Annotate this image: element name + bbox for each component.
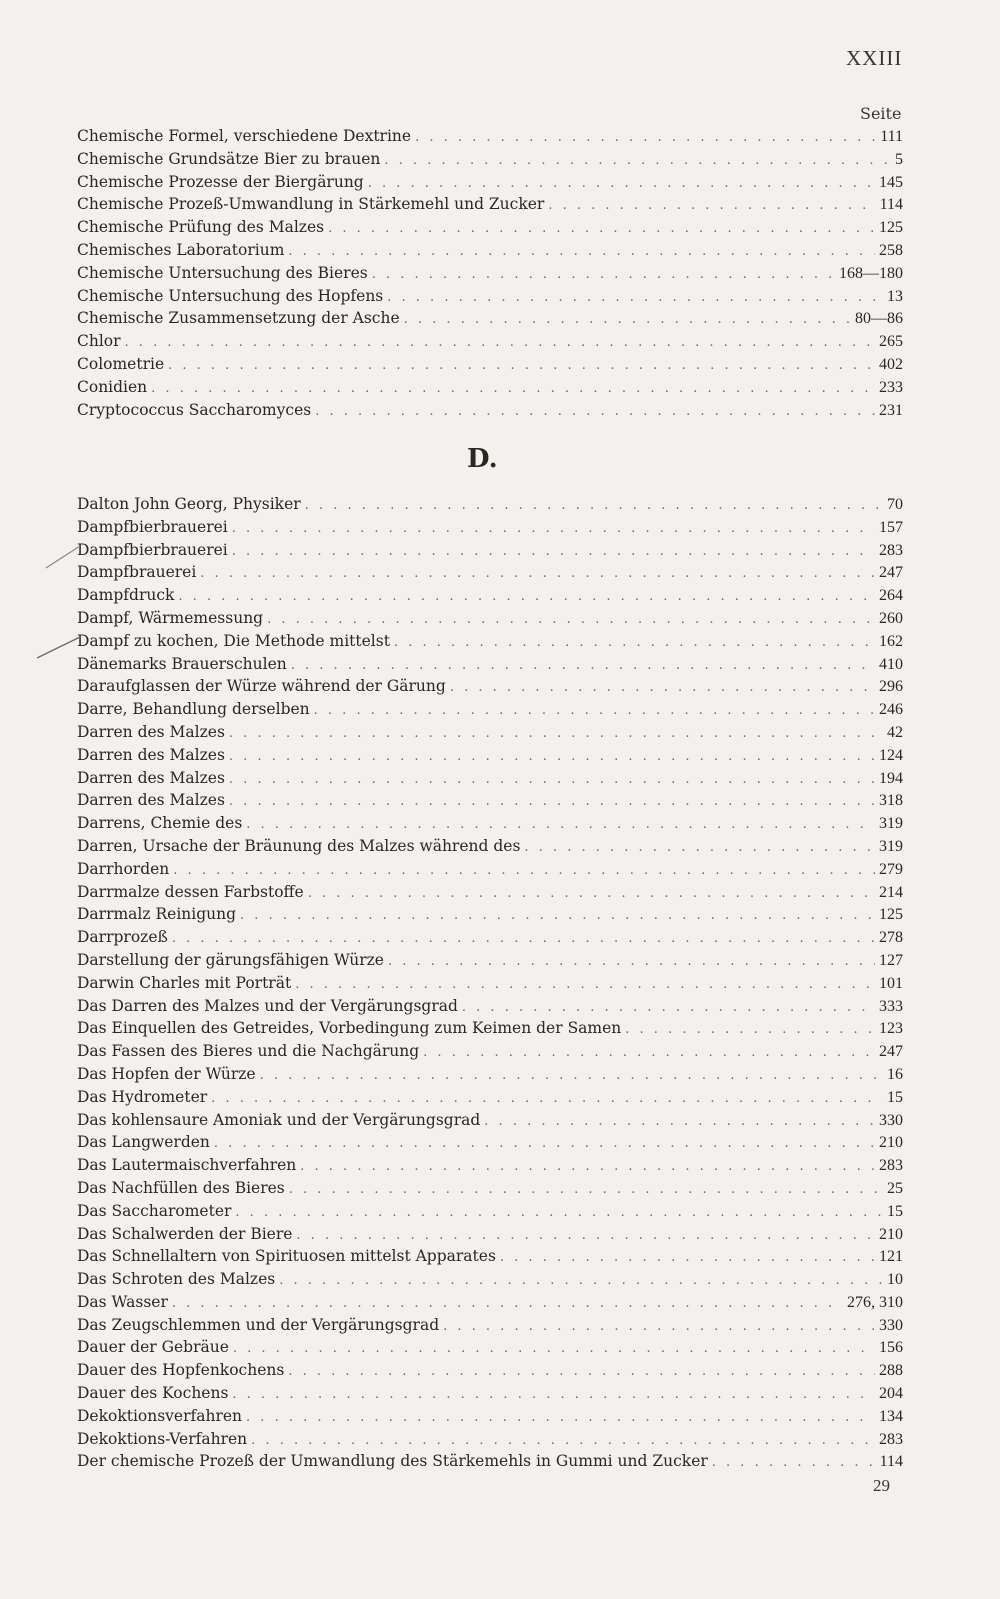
- index-entry: [77, 285, 903, 308]
- entry-pages: 330: [879, 1316, 903, 1334]
- entry-label: Dalton John Georg, Physiker: [77, 495, 301, 513]
- entry-label: Darren des Malzes: [77, 768, 225, 787]
- dot-leader: [314, 700, 875, 723]
- dot-leader: [240, 905, 875, 928]
- entry-pages: 333: [879, 997, 903, 1015]
- entry-pages: 318: [879, 792, 903, 810]
- index-entry: [77, 1314, 903, 1337]
- index-entry: [77, 376, 903, 399]
- index-entry: [77, 789, 903, 812]
- dot-leader: [260, 1065, 883, 1088]
- dot-leader: [211, 1088, 883, 1111]
- entry-label: Das Saccharometer: [77, 1201, 232, 1220]
- entry-pages: 319: [879, 837, 903, 855]
- entry-pages: 70: [887, 496, 903, 513]
- entry-pages: 156: [879, 1339, 903, 1357]
- entry-pages: 168—180: [839, 264, 903, 282]
- dot-leader: [372, 264, 835, 287]
- dot-leader: [267, 609, 875, 632]
- entry-pages: 288: [879, 1362, 903, 1380]
- entry-label: Das Zeugschlemmen und der Vergärungsgrad: [77, 1315, 440, 1334]
- entry-label: Dampf zu kochen, Die Methode mittelst: [77, 631, 390, 650]
- entry-pages: 194: [879, 769, 903, 787]
- index-entry: [77, 353, 903, 376]
- entry-pages: 402: [879, 355, 903, 373]
- index-entry: [77, 926, 903, 949]
- index-entry: [77, 239, 903, 262]
- entry-label: Chemische Untersuchung des Hopfens: [77, 286, 384, 305]
- index-entry: [77, 812, 903, 835]
- entry-label: Das Darren des Malzes und der Vergärungsgrad: [77, 996, 458, 1015]
- entry-pages: 16: [887, 1065, 903, 1083]
- dot-leader: [235, 1202, 883, 1225]
- entry-label: Chemisches Laboratorium: [77, 240, 285, 259]
- dot-leader: [548, 195, 875, 218]
- dot-leader: [295, 974, 875, 997]
- entry-label: Das Langwerden: [77, 1133, 210, 1152]
- index-entry: [77, 1131, 903, 1154]
- entry-pages: 162: [879, 632, 903, 650]
- dot-leader: [423, 1042, 875, 1065]
- entry-label: Das Nachfüllen des Bieres: [77, 1178, 285, 1197]
- entry-label: Darrmalze dessen Farbstoffe: [77, 882, 304, 901]
- index-entry: [77, 1405, 903, 1428]
- entry-pages: 210: [879, 1134, 903, 1152]
- index-entry: [77, 1245, 903, 1268]
- dot-leader: [384, 150, 891, 173]
- column-heading-seite: Seite: [860, 104, 902, 123]
- index-entry: [77, 539, 903, 562]
- index-entry: [77, 858, 903, 881]
- entry-pages: 125: [879, 906, 903, 924]
- dot-leader: [178, 586, 875, 609]
- index-entry: [77, 516, 903, 539]
- entry-pages: 247: [879, 1043, 903, 1061]
- dot-leader: [168, 355, 875, 378]
- index-entry: [77, 675, 903, 698]
- index-entry: [77, 125, 903, 148]
- dot-leader: [315, 401, 875, 424]
- entry-label: Darrmalz Reinigung: [77, 905, 237, 924]
- page-number-roman: XXIII: [846, 46, 903, 70]
- entry-pages: 319: [879, 815, 903, 833]
- dot-leader: [229, 746, 875, 769]
- pencil-stroke: [37, 637, 80, 658]
- index-list-c: [77, 125, 903, 421]
- entry-pages: 410: [879, 655, 903, 673]
- entry-label: Dauer des Kochens: [77, 1384, 229, 1403]
- entry-label: Darren des Malzes: [77, 722, 225, 741]
- dot-leader: [288, 1361, 875, 1384]
- dot-leader: [214, 1133, 875, 1156]
- dot-leader: [296, 1225, 875, 1248]
- index-entry: [77, 949, 903, 972]
- entry-pages: 276, 310: [847, 1293, 903, 1311]
- index-entry: [77, 972, 903, 995]
- dot-leader: [172, 1293, 843, 1316]
- dot-leader: [151, 378, 875, 401]
- index-entry: [77, 1268, 903, 1291]
- entry-label: Dampfdruck: [77, 586, 175, 605]
- index-entry: [77, 171, 903, 194]
- index-entry: [77, 744, 903, 767]
- index-entry: [77, 493, 903, 516]
- entry-pages: 101: [879, 974, 903, 992]
- dot-leader: [450, 677, 875, 700]
- dot-leader: [443, 1316, 875, 1339]
- entry-label: Darwin Charles mit Porträt: [77, 973, 292, 992]
- entry-label: Chemische Prozeß-Umwandlung in Stärkemehl und Zucker: [77, 195, 545, 214]
- entry-pages: 279: [879, 860, 903, 878]
- entry-label: Chemische Untersuchung des Bieres: [77, 263, 368, 282]
- index-entry: [77, 835, 903, 858]
- dot-leader: [251, 1430, 875, 1453]
- entry-label: Dekoktions-Verfahren: [77, 1429, 248, 1448]
- dot-leader: [229, 791, 875, 814]
- index-entry: [77, 881, 903, 904]
- entry-label: Das Schnellaltern von Spirituosen mittelst Apparates: [77, 1247, 496, 1266]
- entry-label: Dauer des Hopfenkochens: [77, 1361, 285, 1380]
- index-entry: [77, 1017, 903, 1040]
- dot-leader: [625, 1019, 875, 1042]
- dot-leader: [233, 1338, 875, 1361]
- entry-label: Cryptococcus Saccharomyces: [77, 400, 312, 419]
- entry-label: Colometrie: [77, 354, 165, 373]
- entry-pages: 283: [879, 541, 903, 559]
- dot-leader: [415, 127, 876, 150]
- entry-pages: 214: [879, 883, 903, 901]
- entry-pages: 5: [895, 150, 903, 168]
- dot-leader: [246, 1407, 875, 1430]
- entry-label: Darrens, Chemie des: [77, 814, 243, 833]
- entry-pages: 246: [879, 701, 903, 719]
- dot-leader: [462, 997, 875, 1020]
- entry-pages: 210: [879, 1225, 903, 1243]
- dot-leader: [229, 769, 875, 792]
- entry-label: Das Wasser: [77, 1292, 168, 1311]
- index-entry: [77, 607, 903, 630]
- dot-leader: [368, 173, 875, 196]
- entry-pages: 247: [879, 564, 903, 582]
- index-entry: [77, 1154, 903, 1177]
- dot-leader: [125, 332, 875, 355]
- index-entry: [77, 698, 903, 721]
- entry-pages: 283: [879, 1157, 903, 1175]
- entry-pages: 296: [879, 678, 903, 696]
- index-entry: [77, 653, 903, 676]
- entry-label: Das Einquellen des Getreides, Vorbedingung zum Keimen der Samen: [77, 1019, 622, 1038]
- entry-label: Das Fassen des Bieres und die Nachgärung: [77, 1042, 420, 1061]
- entry-pages: 15: [887, 1088, 903, 1106]
- dot-leader: [232, 1384, 875, 1407]
- dot-leader: [291, 655, 875, 678]
- index-entry: [77, 1450, 903, 1473]
- entry-pages: 25: [887, 1179, 903, 1197]
- dot-leader: [232, 541, 875, 564]
- entry-pages: 124: [879, 746, 903, 764]
- entry-pages: 111: [880, 128, 903, 145]
- entry-label: Chlor: [77, 332, 121, 351]
- entry-label: Chemische Formel, verschiedene Dextrine: [77, 127, 412, 145]
- entry-label: Das kohlensaure Amoniak und der Vergärungsgrad: [77, 1110, 481, 1129]
- entry-pages: 258: [879, 241, 903, 259]
- entry-pages: 127: [879, 951, 903, 969]
- dot-leader: [300, 1156, 875, 1179]
- index-entry: [77, 1063, 903, 1086]
- entry-label: Dänemarks Brauerschulen: [77, 654, 287, 673]
- entry-pages: 121: [879, 1248, 903, 1266]
- section-heading-d: D.: [467, 444, 498, 474]
- entry-label: Das Hopfen der Würze: [77, 1064, 256, 1083]
- dot-leader: [229, 723, 883, 746]
- entry-label: Dampfbrauerei: [77, 563, 197, 582]
- entry-pages: 330: [879, 1111, 903, 1129]
- index-entry: [77, 721, 903, 744]
- dot-leader: [524, 837, 875, 860]
- entry-pages: 123: [879, 1020, 903, 1038]
- entry-label: Chemische Prozesse der Biergärung: [77, 172, 364, 191]
- index-entry: [77, 1223, 903, 1246]
- footer-page-number: 29: [873, 1476, 890, 1495]
- dot-leader: [308, 883, 875, 906]
- dot-leader: [305, 495, 883, 518]
- dot-leader: [394, 632, 875, 655]
- entry-label: Chemische Zusammensetzung der Asche: [77, 309, 400, 328]
- entry-pages: 13: [887, 287, 903, 305]
- index-entry: [77, 1040, 903, 1063]
- entry-label: Dekoktionsverfahren: [77, 1406, 243, 1425]
- entry-pages: 134: [879, 1407, 903, 1425]
- entry-label: Darre, Behandlung derselben: [77, 700, 310, 719]
- dot-leader: [288, 241, 875, 264]
- index-entry: [77, 1291, 903, 1314]
- entry-label: Darren des Malzes: [77, 791, 225, 810]
- entry-label: Conidien: [77, 377, 148, 396]
- entry-pages: 80—86: [855, 310, 903, 328]
- entry-pages: 231: [879, 401, 903, 419]
- index-entry: [77, 330, 903, 353]
- entry-pages: 204: [879, 1385, 903, 1403]
- entry-pages: 265: [879, 333, 903, 351]
- index-entry: [77, 148, 903, 171]
- index-entry: [77, 1382, 903, 1405]
- entry-label: Das Lautermaischverfahren: [77, 1156, 297, 1175]
- entry-pages: 145: [879, 173, 903, 191]
- dot-leader: [328, 218, 875, 241]
- entry-label: Daraufglassen der Würze während der Gärung: [77, 677, 446, 696]
- entry-label: Darstellung der gärungsfähigen Würze: [77, 950, 384, 969]
- entry-pages: 157: [879, 518, 903, 536]
- dot-leader: [500, 1247, 875, 1270]
- dot-leader: [200, 563, 875, 586]
- index-entry: [77, 630, 903, 653]
- dot-leader: [484, 1111, 875, 1134]
- entry-label: Dampfbierbrauerei: [77, 540, 228, 559]
- entry-label: Darrhorden: [77, 859, 170, 878]
- entry-label: Dauer der Gebräue: [77, 1338, 229, 1357]
- entry-label: Darren des Malzes: [77, 745, 225, 764]
- index-entry: [77, 995, 903, 1018]
- entry-label: Das Hydrometer: [77, 1087, 208, 1106]
- dot-leader: [232, 518, 875, 541]
- index-entry: [77, 1200, 903, 1223]
- entry-pages: 283: [879, 1430, 903, 1448]
- dot-leader: [387, 287, 883, 310]
- dot-leader: [279, 1270, 883, 1293]
- entry-pages: 10: [887, 1271, 903, 1289]
- entry-label: Der chemische Prozeß der Umwandlung des Stärkemehls in Gummi und Zucker: [77, 1452, 708, 1471]
- entry-label: Darren, Ursache der Bräunung des Malzes während des: [77, 836, 521, 855]
- dot-leader: [173, 860, 875, 883]
- index-entry: [77, 1086, 903, 1109]
- index-list-d: [77, 493, 903, 1473]
- index-entry: [77, 307, 903, 330]
- entry-pages: 264: [879, 587, 903, 605]
- entry-pages: 260: [879, 609, 903, 627]
- index-entry: [77, 1428, 903, 1451]
- index-entry: [77, 262, 903, 285]
- pencil-stroke: [46, 546, 80, 568]
- entry-label: Chemische Prüfung des Malzes: [77, 218, 325, 237]
- index-entry: [77, 399, 903, 422]
- entry-label: Dampfbierbrauerei: [77, 517, 228, 536]
- entry-pages: 125: [879, 219, 903, 237]
- index-entry: [77, 1359, 903, 1382]
- entry-pages: 42: [887, 723, 903, 741]
- index-entry: [77, 1336, 903, 1359]
- dot-leader: [246, 814, 875, 837]
- dot-leader: [712, 1452, 876, 1475]
- entry-label: Das Schroten des Malzes: [77, 1270, 276, 1289]
- entry-pages: 278: [879, 929, 903, 947]
- index-entry: [77, 216, 903, 239]
- index-entry: [77, 193, 903, 216]
- index-entry: [77, 903, 903, 926]
- index-entry: [77, 584, 903, 607]
- dot-leader: [172, 928, 875, 951]
- index-entry: [77, 1109, 903, 1132]
- entry-label: Das Schalwerden der Biere: [77, 1224, 293, 1243]
- index-entry: [77, 1177, 903, 1200]
- entry-pages: 233: [879, 378, 903, 396]
- index-entry: [77, 561, 903, 584]
- entry-pages: 114: [879, 1453, 903, 1471]
- entry-label: Chemische Grundsätze Bier zu brauen: [77, 149, 381, 168]
- entry-pages: 114: [879, 196, 903, 214]
- entry-label: Dampf, Wärmemessung: [77, 608, 264, 627]
- dot-leader: [388, 951, 875, 974]
- entry-pages: 15: [887, 1202, 903, 1220]
- dot-leader: [404, 309, 851, 332]
- index-entry: [77, 767, 903, 790]
- dot-leader: [289, 1179, 883, 1202]
- entry-label: Darrprozeß: [77, 928, 168, 947]
